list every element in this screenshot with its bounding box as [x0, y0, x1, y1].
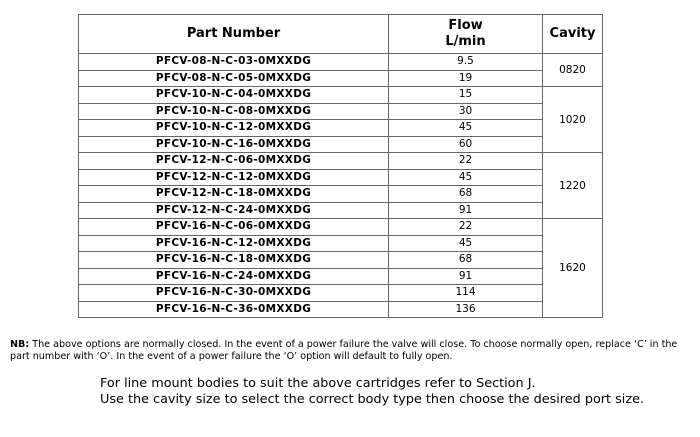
flow-cell: 15	[389, 87, 543, 104]
table-row	[79, 268, 603, 285]
part-number-cell: PFCV-08-N-C-03-0MXXDG	[79, 54, 389, 71]
table-row	[79, 285, 603, 302]
line-mount-info	[100, 376, 644, 408]
header-flow	[389, 15, 543, 54]
flow-cell: 45	[389, 235, 543, 252]
part-number-cell: PFCV-12-N-C-12-0MXXDG	[79, 169, 389, 186]
table-row	[79, 235, 603, 252]
cavity-cell: 1220	[543, 153, 603, 219]
part-number-cell: PFCV-10-N-C-12-0MXXDG	[79, 120, 389, 137]
flow-cell: 9.5	[389, 54, 543, 71]
header-part-number: Part Number	[79, 15, 389, 54]
part-number-table	[78, 14, 603, 318]
table-row	[79, 153, 603, 170]
line-mount-text-2: Use the cavity size to select the correct body type then choose the desired port size.	[100, 392, 645, 407]
table-header-row	[79, 15, 603, 54]
note-label: NB:	[10, 339, 30, 350]
part-number-cell: PFCV-16-N-C-36-0MXXDG	[79, 301, 389, 318]
part-number-cell: PFCV-16-N-C-18-0MXXDG	[79, 252, 389, 269]
header-flow-unit: L/min	[445, 34, 486, 49]
flow-cell: 45	[389, 169, 543, 186]
cavity-cell: 1620	[543, 219, 603, 318]
part-number-cell: PFCV-16-N-C-30-0MXXDG	[79, 285, 389, 302]
part-number-cell: PFCV-12-N-C-18-0MXXDG	[79, 186, 389, 203]
table-row	[79, 252, 603, 269]
table-row	[79, 169, 603, 186]
table-row	[79, 103, 603, 120]
part-number-cell: PFCV-08-N-C-05-0MXXDG	[79, 70, 389, 87]
note-text: The above options are normally closed. In the event of a power failure the valve will close. To choose normally open, replace ‘C’ in the part number with ‘O’. In the event of a power failure the ‘O’ option will default to fully open.	[10, 339, 678, 362]
flow-cell: 136	[389, 301, 543, 318]
flow-cell: 30	[389, 103, 543, 120]
flow-cell: 19	[389, 70, 543, 87]
flow-cell: 91	[389, 202, 543, 219]
flow-cell: 22	[389, 219, 543, 236]
flow-cell: 91	[389, 268, 543, 285]
part-number-cell: PFCV-12-N-C-24-0MXXDG	[79, 202, 389, 219]
table-row	[79, 301, 603, 318]
part-number-cell: PFCV-12-N-C-06-0MXXDG	[79, 153, 389, 170]
flow-cell: 45	[389, 120, 543, 137]
part-number-cell: PFCV-16-N-C-06-0MXXDG	[79, 219, 389, 236]
header-flow-label: Flow	[448, 18, 483, 33]
table-row	[79, 70, 603, 87]
part-number-cell: PFCV-10-N-C-04-0MXXDG	[79, 87, 389, 104]
part-number-cell: PFCV-10-N-C-08-0MXXDG	[79, 103, 389, 120]
table-row	[79, 120, 603, 137]
flow-cell: 68	[389, 252, 543, 269]
table-row	[79, 202, 603, 219]
flow-cell: 68	[389, 186, 543, 203]
line-mount-text-1: For line mount bodies to suit the above cartridges refer to Section J.	[100, 376, 536, 391]
table-row	[79, 186, 603, 203]
normally-closed-note	[10, 339, 690, 363]
flow-cell: 22	[389, 153, 543, 170]
table-row	[79, 136, 603, 153]
header-cavity: Cavity	[543, 15, 603, 54]
flow-cell: 60	[389, 136, 543, 153]
flow-cell: 114	[389, 285, 543, 302]
part-number-cell: PFCV-16-N-C-24-0MXXDG	[79, 268, 389, 285]
table-row	[79, 87, 603, 104]
table-row	[79, 54, 603, 71]
part-number-cell: PFCV-16-N-C-12-0MXXDG	[79, 235, 389, 252]
cavity-cell: 1020	[543, 87, 603, 153]
table-row	[79, 219, 603, 236]
cavity-cell: 0820	[543, 54, 603, 87]
part-number-cell: PFCV-10-N-C-16-0MXXDG	[79, 136, 389, 153]
